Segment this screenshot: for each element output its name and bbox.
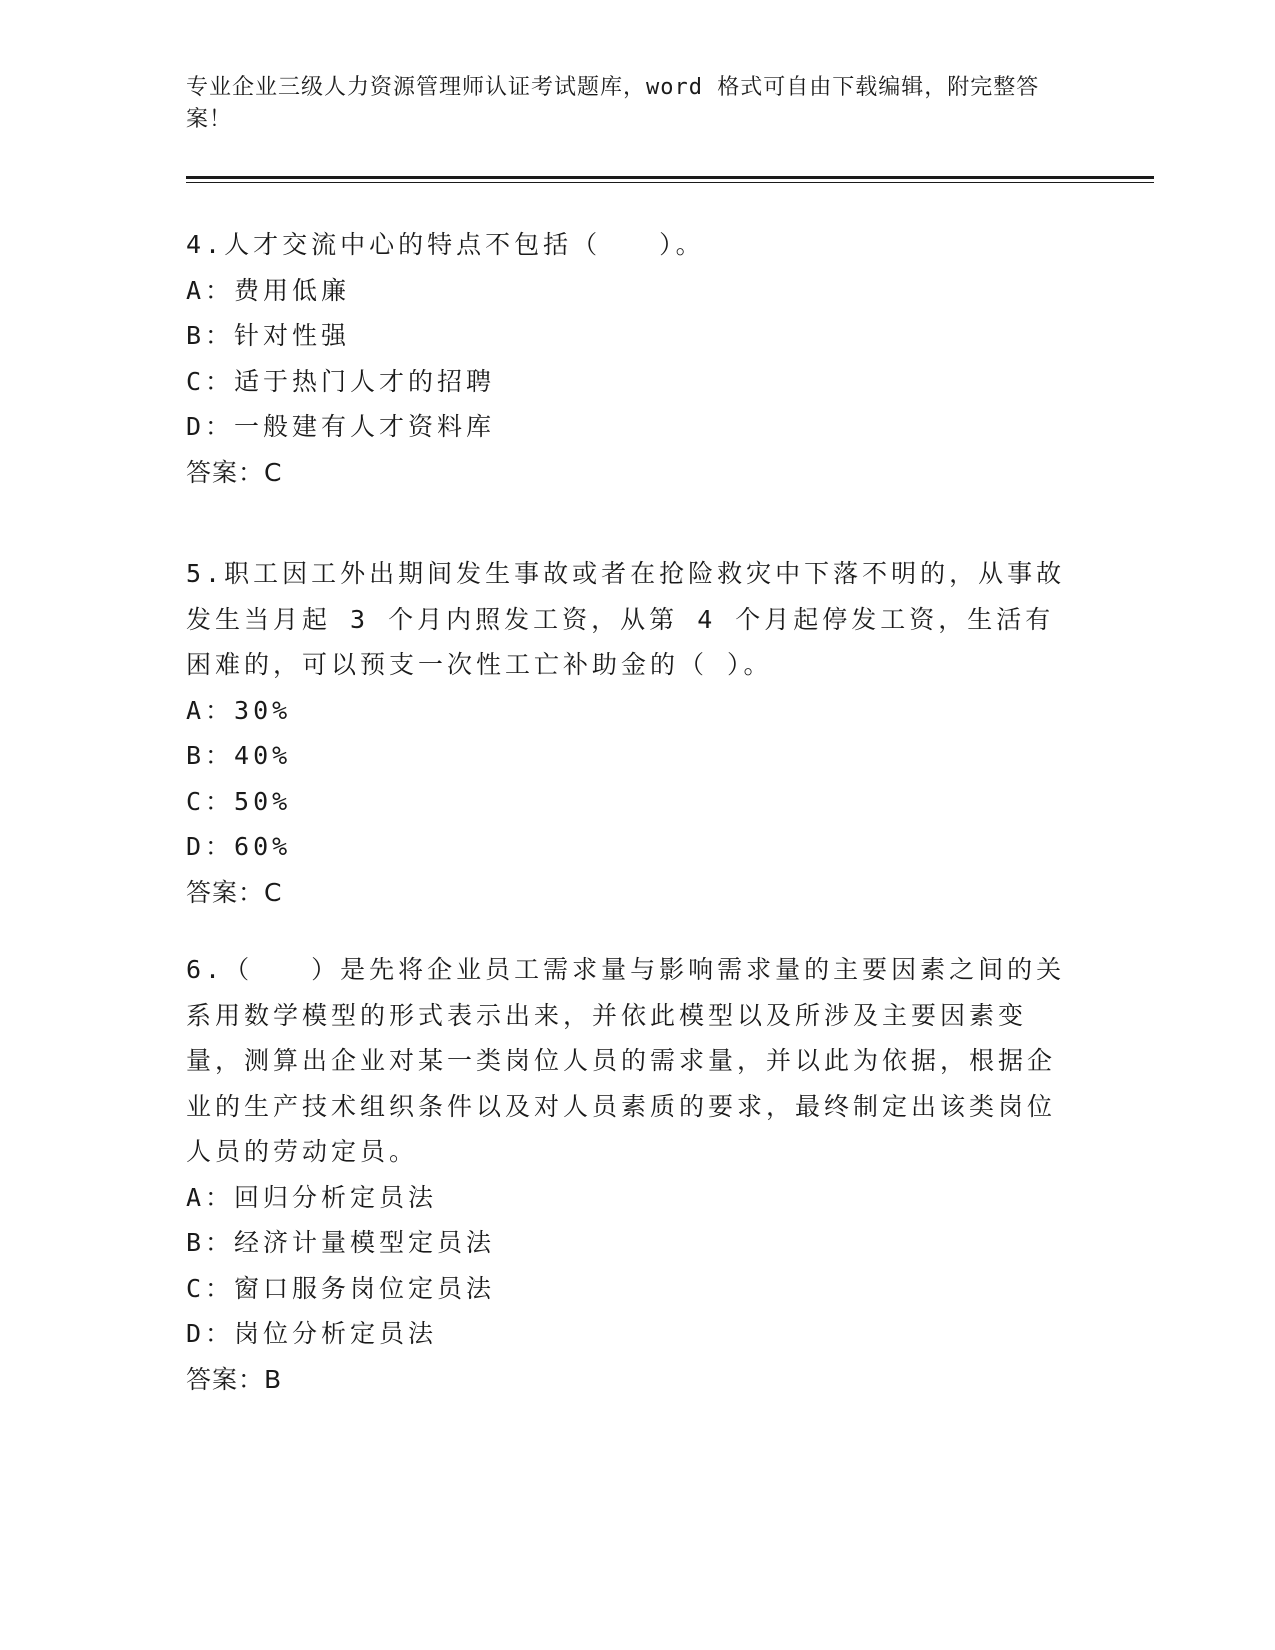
option-b: B：针对性强 xyxy=(186,321,351,350)
option-b: B：40% xyxy=(186,741,292,770)
option-a: A：费用低廉 xyxy=(186,275,351,305)
question-4 xyxy=(186,222,1066,495)
question-5 xyxy=(186,551,1066,915)
question-stem: 4.人才交流中心的特点不包括（ ）。 xyxy=(186,230,705,259)
option-c: C：窗口服务岗位定员法 xyxy=(186,1273,496,1303)
header-intro-text: 专业企业三级人力资源管理师认证考试题库，word 格式可自由下载编辑，附完整答案！ xyxy=(186,75,1040,132)
option-a: A：回归分析定员法 xyxy=(186,1182,438,1212)
option-c: C：50% xyxy=(186,786,292,816)
answer-line: 答案：C xyxy=(186,877,283,907)
header-divider-thin xyxy=(186,182,1154,183)
answer-line: 答案：B xyxy=(186,1364,283,1394)
option-d: D：岗位分析定员法 xyxy=(186,1319,438,1348)
option-d: D：60% xyxy=(186,832,292,861)
answer-line: 答案：C xyxy=(186,457,283,487)
question-stem: 6.（ ）是先将企业员工需求量与影响需求量的主要因素之间的关系用数学模型的形式表示出来，并依此模型以及所涉及主要因素变量，测算出企业对某一类岗位人员的需求量，并以此为依据，根据企业的生产技术组织条件以及对人员素质的要求，最终制定出该类岗位人员的劳动定员。 xyxy=(186,955,1066,1166)
option-b: B：经济计量模型定员法 xyxy=(186,1228,496,1257)
question-stem: 5.职工因工外出期间发生事故或者在抢险救灾中下落不明的，从事故发生当月起 3 个月内照发工资，从第 4 个月起停发工资，生活有困难的，可以预支一次性工亡补助金的（ ）。 xyxy=(186,559,1066,679)
option-a: A：30% xyxy=(186,695,292,725)
header-divider-thick xyxy=(186,176,1154,179)
option-d: D：一般建有人才资料库 xyxy=(186,412,496,441)
document-header xyxy=(186,72,1066,136)
question-6 xyxy=(186,947,1066,1402)
option-c: C：适于热门人才的招聘 xyxy=(186,366,496,396)
